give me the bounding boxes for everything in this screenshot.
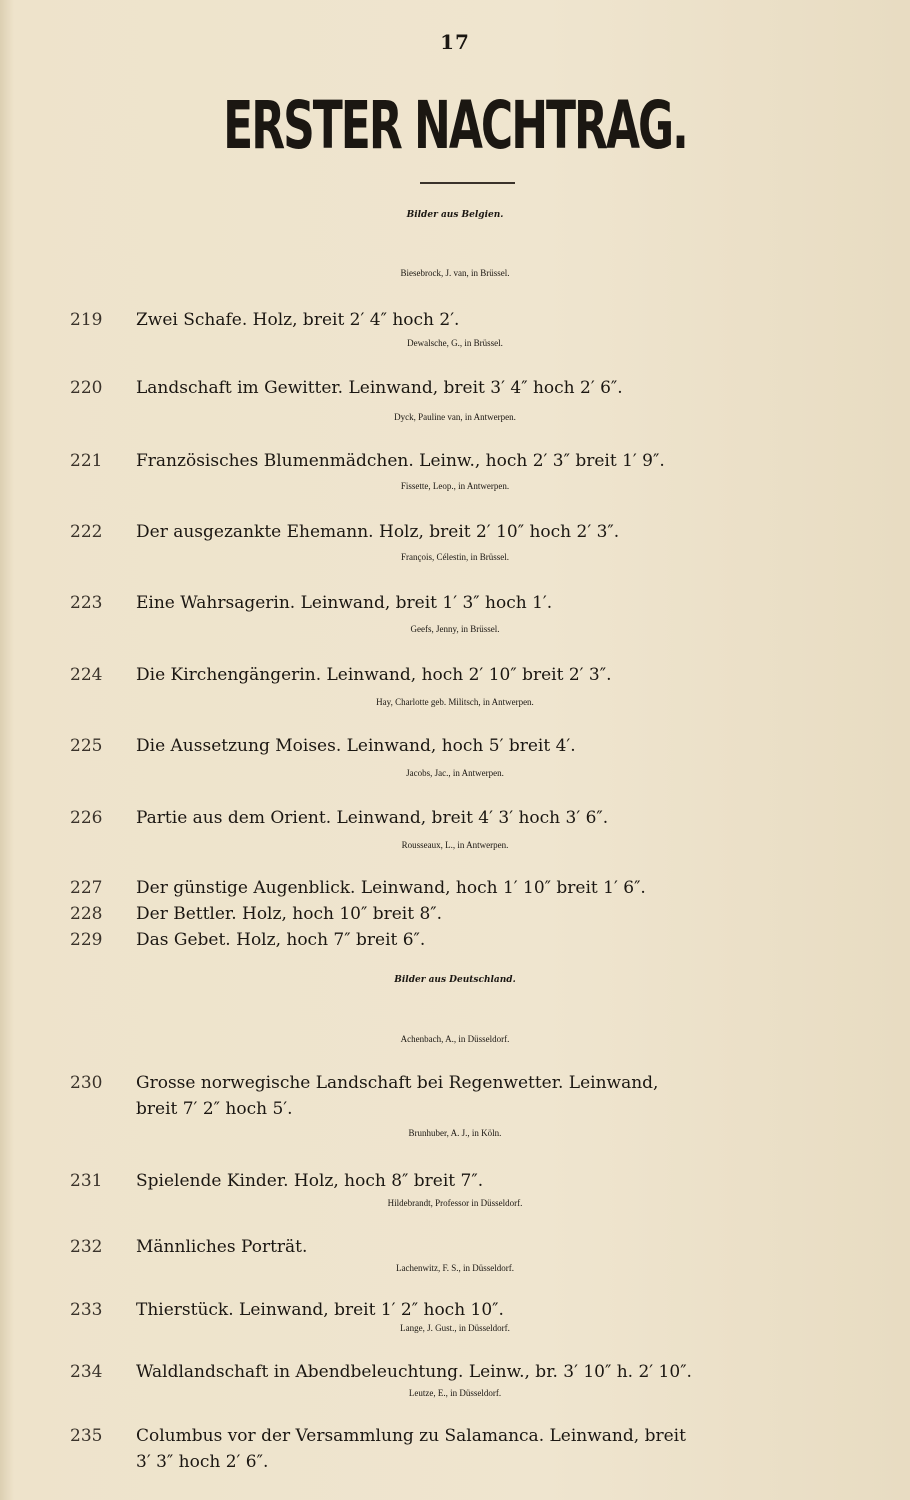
entry-number: 232 — [70, 1237, 103, 1257]
artist-heading: Jacobs, Jac., in Antwerpen. — [406, 768, 504, 778]
entry-text: Französisches Blumenmädchen. Leinw., hoch 2′ 3″ breit 1′ 9″. — [136, 451, 665, 471]
entry-number: 229 — [70, 930, 103, 950]
entry-text: Grosse norwegische Landschaft bei Regenwetter. Leinwand, — [136, 1073, 659, 1093]
catalog-entry — [0, 665, 910, 691]
entry-number: 230 — [70, 1073, 103, 1093]
artist-heading: Lachenwitz, F. S., in Düsseldorf. — [395, 1263, 514, 1273]
entry-text: Der ausgezankte Ehemann. Holz, breit 2′ 10″ hoch 2′ 3″. — [136, 522, 620, 542]
catalog-entry-continuation — [0, 1099, 910, 1125]
entry-number: 234 — [70, 1362, 103, 1382]
entry-number: 226 — [70, 808, 103, 828]
entry-number: 220 — [70, 378, 103, 398]
entry-number: 219 — [70, 310, 103, 330]
entry-text: Der günstige Augenblick. Leinwand, hoch 1′ 10″ breit 1′ 6″. — [136, 878, 646, 898]
section-heading: Bilder aus Deutschland. — [394, 975, 516, 985]
page-title: ERSTER NACHTRAG. — [223, 88, 687, 165]
catalog-entry — [0, 878, 910, 904]
entry-number: 221 — [70, 451, 103, 471]
entry-text: Der Bettler. Holz, hoch 10″ breit 8″. — [136, 904, 443, 924]
entry-text-continuation: 3′ 3″ hoch 2′ 6″. — [136, 1452, 269, 1472]
entry-text: Das Gebet. Holz, hoch 7″ breit 6″. — [136, 930, 426, 950]
catalog-entry — [0, 593, 910, 619]
catalog-entry — [0, 451, 910, 477]
catalog-entry — [0, 904, 910, 930]
entry-text: Männliches Porträt. — [136, 1237, 308, 1257]
artist-heading: Geefs, Jenny, in Brüssel. — [410, 624, 500, 634]
entry-number: 228 — [70, 904, 103, 924]
artist-heading: Dewalsche, G., in Brüssel. — [407, 338, 503, 348]
artist-heading: Rousseaux, L., in Antwerpen. — [401, 840, 509, 850]
entry-text: Columbus vor der Versammlung zu Salamanca. Leinwand, breit — [136, 1426, 686, 1446]
section-heading: Bilder aus Belgien. — [406, 210, 504, 220]
artist-heading: Brunhuber, A. J., in Köln. — [408, 1128, 502, 1138]
entry-text: Partie aus dem Orient. Leinwand, breit 4′ 3′ hoch 3′ 6″. — [136, 808, 609, 828]
catalog-entry — [0, 1171, 910, 1197]
artist-heading: Hay, Charlotte geb. Militsch, in Antwerpen. — [376, 697, 534, 707]
artist-heading: Hildebrandt, Professor in Düsseldorf. — [387, 1198, 523, 1208]
artist-heading: Lange, J. Gust., in Düsseldorf. — [400, 1323, 510, 1333]
page-number: 17 — [440, 30, 470, 54]
entry-number: 233 — [70, 1300, 103, 1320]
entry-number: 225 — [70, 736, 103, 756]
artist-heading: Biesebrock, J. van, in Brüssel. — [400, 268, 510, 278]
entry-text: Zwei Schafe. Holz, breit 2′ 4″ hoch 2′. — [136, 310, 460, 330]
entry-text: Waldlandschaft in Abendbeleuchtung. Leinw., br. 3′ 10″ h. 2′ 10″. — [136, 1362, 692, 1382]
entry-text: Spielende Kinder. Holz, hoch 8″ breit 7″. — [136, 1171, 484, 1191]
catalog-entry — [0, 1362, 910, 1388]
title-rule — [420, 182, 515, 184]
entry-number: 224 — [70, 665, 103, 685]
entry-text: Eine Wahrsagerin. Leinwand, breit 1′ 3″ hoch 1′. — [136, 593, 553, 613]
catalog-entry — [0, 736, 910, 762]
catalog-entry — [0, 1237, 910, 1263]
catalog-entry — [0, 378, 910, 404]
entry-number: 231 — [70, 1171, 103, 1191]
artist-heading: Achenbach, A., in Düsseldorf. — [400, 1034, 510, 1044]
entry-number: 222 — [70, 522, 103, 542]
entry-text: Die Aussetzung Moises. Leinwand, hoch 5′ breit 4′. — [136, 736, 576, 756]
catalog-entry-continuation — [0, 1452, 910, 1478]
catalog-entry — [0, 310, 910, 336]
catalog-entry — [0, 1426, 910, 1452]
artist-heading: Dyck, Pauline van, in Antwerpen. — [394, 412, 516, 422]
entry-number: 223 — [70, 593, 103, 613]
catalog-entry — [0, 522, 910, 548]
entry-text-continuation: breit 7′ 2″ hoch 5′. — [136, 1099, 293, 1119]
artist-heading: François, Célestin, in Brüssel. — [401, 552, 509, 562]
entry-text: Landschaft im Gewitter. Leinwand, breit 3′ 4″ hoch 2′ 6″. — [136, 378, 623, 398]
entry-number: 235 — [70, 1426, 103, 1446]
entry-text: Die Kirchengängerin. Leinwand, hoch 2′ 10″ breit 2′ 3″. — [136, 665, 612, 685]
catalog-entry — [0, 808, 910, 834]
catalog-entry — [0, 930, 910, 956]
catalog-entry — [0, 1073, 910, 1099]
entry-text: Thierstück. Leinwand, breit 1′ 2″ hoch 10″. — [136, 1300, 504, 1320]
artist-heading: Fissette, Leop., in Antwerpen. — [400, 481, 510, 491]
artist-heading: Leutze, E., in Düsseldorf. — [408, 1388, 502, 1398]
entry-number: 227 — [70, 878, 103, 898]
